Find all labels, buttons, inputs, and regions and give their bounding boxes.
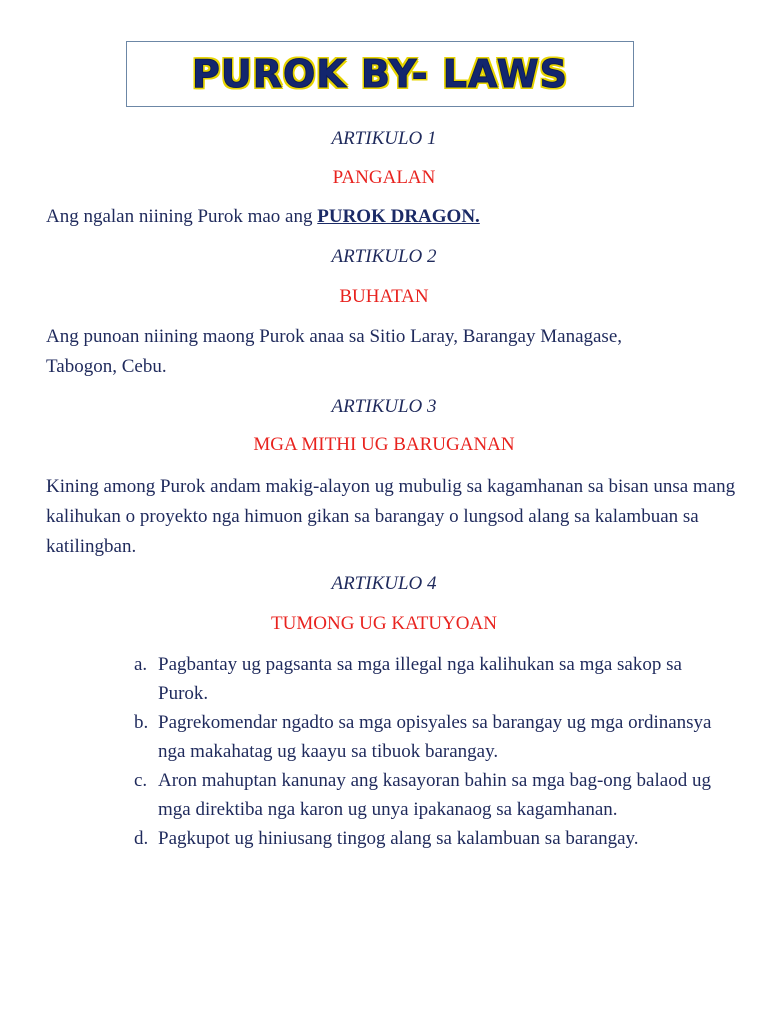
- list-item: [134, 650, 734, 708]
- list-marker: b.: [134, 712, 149, 733]
- article-2-label: ARTIKULO 2: [331, 246, 437, 267]
- page-title: PUROK BY- LAWS: [192, 52, 568, 96]
- list-marker: a.: [134, 654, 148, 675]
- article-1-label: ARTIKULO 1: [331, 128, 437, 149]
- list-item-text: Aron mahuptan kanunay ang kasayoran bahin sa mga bag-ong balaod ug mga direktiba nga karon ug unya ipakanaog sa kagamhanan.: [158, 770, 711, 820]
- objectives-list: [134, 650, 734, 853]
- list-item-text: Pagrekomendar ngadto sa mga opisyales sa barangay ug mga ordinansya nga makahatag ug kaayu sa tibuok barangay.: [158, 712, 712, 762]
- article-4-heading: TUMONG UG KATUYOAN: [271, 613, 497, 634]
- article-3-label: ARTIKULO 3: [331, 396, 437, 417]
- article-1-text: [46, 202, 736, 232]
- article-4-label: ARTIKULO 4: [331, 573, 437, 594]
- article-1-body: Ang ngalan niining Purok mao ang: [46, 206, 318, 227]
- list-marker: c.: [134, 770, 148, 791]
- article-3-text: Kining among Purok andam makig-alayon ug mubulig sa kagamhanan sa bisan unsa mang kalihukan o proyekto nga himuon gikan sa barangay o lungsod alang sa kalambuan sa katilingban.: [46, 476, 736, 557]
- list-item-text: Pagbantay ug pagsanta sa mga illegal nga kalihukan sa mga sakop sa Purok.: [158, 654, 682, 704]
- list-item: [134, 766, 734, 824]
- article-2-heading: BUHATAN: [339, 286, 429, 307]
- title-box: [126, 41, 634, 107]
- list-item-text: Pagkupot ug hiniusang tingog alang sa kalambuan sa barangay.: [158, 828, 639, 849]
- purok-name: PUROK DRAGON.: [317, 206, 480, 227]
- list-item: [134, 824, 734, 853]
- article-1-heading: PANGALAN: [332, 167, 436, 188]
- article-2-text: Ang punoan niining maong Purok anaa sa Sitio Laray, Barangay Managase, Tabogon, Cebu.: [46, 326, 623, 377]
- list-marker: d.: [134, 828, 149, 849]
- article-3-heading: MGA MITHI UG BARUGANAN: [253, 434, 515, 455]
- list-item: [134, 708, 734, 766]
